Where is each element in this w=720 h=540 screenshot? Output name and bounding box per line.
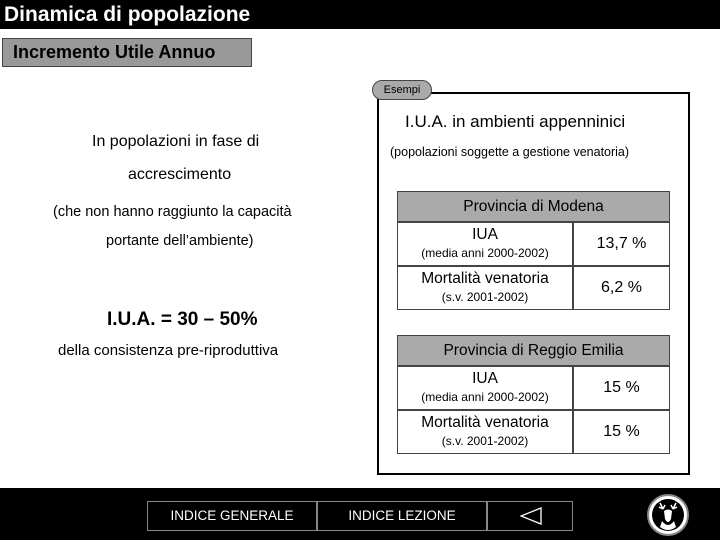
panel-subtitle: (popolazioni soggette a gestione venatoria) bbox=[390, 145, 630, 159]
triangle-left-icon bbox=[520, 507, 542, 525]
province-header-modena: Provincia di Modena bbox=[397, 191, 670, 222]
intro-line-2: accrescimento bbox=[128, 166, 232, 183]
row-value: 15 % bbox=[573, 366, 670, 410]
table-row-label bbox=[397, 410, 573, 454]
iua-formula: I.U.A. = 30 – 50% bbox=[107, 309, 258, 330]
table-row-label bbox=[397, 222, 573, 266]
row-value: 13,7 % bbox=[573, 222, 670, 266]
row-label: Mortalità venatoria bbox=[421, 414, 549, 431]
table-row-label bbox=[397, 266, 573, 310]
indice-generale-button[interactable]: INDICE GENERALE bbox=[147, 501, 317, 531]
iua-formula-note: della consistenza pre-riproduttiva bbox=[58, 342, 279, 359]
intro-line-1: In popolazioni in fase di bbox=[92, 133, 260, 150]
deer-logo-icon bbox=[646, 493, 690, 537]
examples-badge[interactable]: Esempi bbox=[372, 80, 432, 100]
row-note: (media anni 2000-2002) bbox=[421, 390, 549, 404]
row-note: (s.v. 2001-2002) bbox=[441, 434, 529, 448]
panel-title: I.U.A. in ambienti appenninici bbox=[405, 112, 626, 131]
row-value: 15 % bbox=[573, 410, 670, 454]
row-label: IUA bbox=[472, 370, 498, 387]
row-value: 6,2 % bbox=[573, 266, 670, 310]
row-note: (media anni 2000-2002) bbox=[421, 246, 549, 260]
indice-lezione-button[interactable]: INDICE LEZIONE bbox=[317, 501, 487, 531]
intro-line-4: portante dell’ambiente) bbox=[106, 233, 254, 249]
province-header-reggio-emilia: Provincia di Reggio Emilia bbox=[397, 335, 670, 366]
row-note: (s.v. 2001-2002) bbox=[441, 290, 529, 304]
row-label: IUA bbox=[472, 226, 498, 243]
page-title: Dinamica di popolazione bbox=[0, 0, 720, 29]
back-button[interactable] bbox=[487, 501, 573, 531]
section-subtitle: Incremento Utile Annuo bbox=[2, 38, 252, 67]
row-label: Mortalità venatoria bbox=[421, 270, 549, 287]
intro-line-3: (che non hanno raggiunto la capacità bbox=[53, 204, 292, 220]
table-row-label bbox=[397, 366, 573, 410]
